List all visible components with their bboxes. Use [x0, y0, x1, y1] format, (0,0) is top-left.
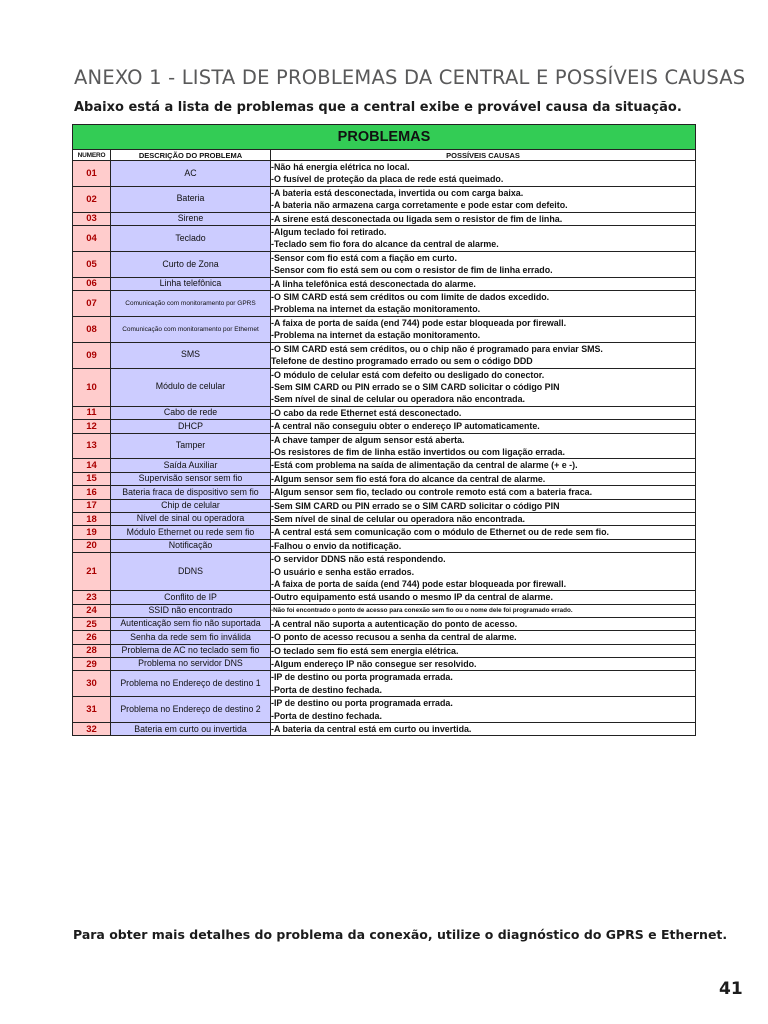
cause-line: -Sensor com fio está com a fiação em curto. — [271, 252, 457, 263]
cause-line: -Não foi encontrado o ponto de acesso para conexão sem fio ou o nome dele foi programado errado. — [271, 606, 573, 614]
problem-description: SSID não encontrado — [111, 604, 271, 617]
possible-causes — [271, 291, 696, 317]
possible-causes — [271, 617, 696, 630]
cause-line: -Porta de destino fechada. — [271, 710, 382, 721]
cause-line: -O fusível de proteção da placa de rede está queimado. — [271, 174, 504, 185]
table-row — [73, 291, 696, 317]
cause-line: -A bateria está desconectada, invertida ou com carga baixa. — [271, 187, 524, 198]
problem-description: Supervisão sensor sem fio — [111, 472, 271, 485]
table-row — [73, 658, 696, 671]
table-row — [73, 671, 696, 697]
table-banner-row — [73, 125, 696, 150]
problem-description: DDNS — [111, 553, 271, 591]
possible-causes — [271, 553, 696, 591]
problem-description: Curto de Zona — [111, 251, 271, 277]
possible-causes — [271, 486, 696, 499]
problem-description: Problema no Endereço de destino 1 — [111, 671, 271, 697]
possible-causes — [271, 420, 696, 433]
problem-number: 15 — [73, 472, 111, 485]
column-header-description: DESCRIÇÃO DO PROBLEMA — [111, 150, 271, 161]
possible-causes — [271, 342, 696, 368]
problem-number: 30 — [73, 671, 111, 697]
cause-line: -Algum sensor sem fio está fora do alcance da central de alarme. — [271, 473, 546, 484]
problem-number: 31 — [73, 697, 111, 723]
table-row — [73, 604, 696, 617]
possible-causes — [271, 316, 696, 342]
problem-description: Cabo de rede — [111, 406, 271, 419]
table-row — [73, 342, 696, 368]
problem-number: 26 — [73, 631, 111, 644]
table-row — [73, 420, 696, 433]
table-row — [73, 697, 696, 723]
cause-line: -A faixa de porta de saída (end 744) pode estar bloqueada por firewall. — [271, 317, 567, 328]
problem-number: 03 — [73, 212, 111, 225]
possible-causes — [271, 251, 696, 277]
table-row — [73, 472, 696, 485]
possible-causes — [271, 406, 696, 419]
problem-description: Conflito de IP — [111, 591, 271, 604]
problem-number: 24 — [73, 604, 111, 617]
cause-line: -Sem nível de sinal de celular ou operadora não encontrada. — [271, 394, 525, 405]
table-row — [73, 591, 696, 604]
possible-causes — [271, 459, 696, 472]
cause-line: -Problema na internet da estação monitoramento. — [271, 330, 481, 341]
problem-number: 05 — [73, 251, 111, 277]
problem-description: DHCP — [111, 420, 271, 433]
cause-line: -Sem SIM CARD ou PIN errado se o SIM CARD solicitar o código PIN — [271, 381, 560, 392]
cause-line: -IP de destino ou porta programada errada. — [271, 672, 453, 683]
column-header-causes: POSSÍVEIS CAUSAS — [271, 150, 696, 161]
cause-line: -Sensor com fio está sem ou com o resistor de fim de linha errado. — [271, 265, 553, 276]
cause-line: -Algum endereço IP não consegue ser resolvido. — [271, 659, 477, 670]
table-row — [73, 499, 696, 512]
table-row — [73, 526, 696, 539]
problem-number: 10 — [73, 368, 111, 406]
problem-number: 20 — [73, 539, 111, 552]
page-number: 41 — [719, 979, 743, 999]
problem-description: Comunicação com monitoramento por Ethernet — [111, 316, 271, 342]
cause-line: -Os resistores de fim de linha estão invertidos ou com ligação errada. — [271, 446, 565, 457]
problem-number: 19 — [73, 526, 111, 539]
possible-causes — [271, 277, 696, 290]
cause-line: -A linha telefônica está desconectada do alarme. — [271, 278, 476, 289]
problems-table — [72, 124, 696, 736]
possible-causes — [271, 368, 696, 406]
problem-description: Chip de celular — [111, 499, 271, 512]
table-row — [73, 277, 696, 290]
table-row — [73, 631, 696, 644]
problem-number: 21 — [73, 553, 111, 591]
cause-line: -Problema na internet da estação monitoramento. — [271, 304, 481, 315]
problem-number: 14 — [73, 459, 111, 472]
problem-number: 04 — [73, 226, 111, 252]
problem-description: Teclado — [111, 226, 271, 252]
possible-causes — [271, 472, 696, 485]
table-row — [73, 212, 696, 225]
possible-causes — [271, 186, 696, 212]
cause-line: -Algum teclado foi retirado. — [271, 227, 387, 238]
problem-description: Senha da rede sem fio inválida — [111, 631, 271, 644]
cause-line: -Não há energia elétrica no local. — [271, 162, 410, 172]
cause-line: -O módulo de celular está com defeito ou desligado do conector. — [271, 369, 545, 380]
problem-number: 16 — [73, 486, 111, 499]
cause-line: -A central não suporta a autenticação do ponto de acesso. — [271, 618, 518, 629]
possible-causes — [271, 226, 696, 252]
possible-causes — [271, 671, 696, 697]
possible-causes — [271, 499, 696, 512]
table-row — [73, 433, 696, 459]
problem-description: Problema no servidor DNS — [111, 658, 271, 671]
problem-description: Módulo de celular — [111, 368, 271, 406]
footer-note: Para obter mais detalhes do problema da conexão, utilize o diagnóstico do GPRS e Ethernet. — [73, 927, 728, 942]
cause-line: -Sem SIM CARD ou PIN errado se o SIM CARD solicitar o código PIN — [271, 500, 560, 511]
problem-number: 18 — [73, 512, 111, 525]
cause-line: -A bateria não armazena carga corretamente e pode estar com defeito. — [271, 200, 568, 211]
table-row — [73, 316, 696, 342]
cause-line: -O SIM CARD está sem créditos ou com limite de dados excedido. — [271, 292, 550, 303]
problem-description: Problema de AC no teclado sem fio — [111, 644, 271, 657]
table-header-row — [73, 150, 696, 161]
problem-number: 32 — [73, 723, 111, 736]
cause-line: -O teclado sem fio está sem energia elétrica. — [271, 645, 459, 656]
cause-line: -Algum sensor sem fio, teclado ou controle remoto está com a bateria fraca. — [271, 487, 593, 498]
cause-line: -A chave tamper de algum sensor está aberta. — [271, 434, 465, 445]
table-row — [73, 161, 696, 187]
cause-line: Telefone de destino programado errado ou sem o código DDD — [271, 356, 533, 367]
table-row — [73, 617, 696, 630]
possible-causes — [271, 697, 696, 723]
page-title: ANEXO 1 - LISTA DE PROBLEMAS DA CENTRAL E POSSÍVEIS CAUSAS — [74, 66, 746, 89]
possible-causes — [271, 631, 696, 644]
table-row — [73, 512, 696, 525]
cause-line: -A sirene está desconectada ou ligada sem o resistor de fim de linha. — [271, 213, 563, 224]
cause-line: -A central está sem comunicação com o módulo de Ethernet ou de rede sem fio. — [271, 527, 609, 538]
possible-causes — [271, 512, 696, 525]
problem-number: 11 — [73, 406, 111, 419]
cause-line: -Falhou o envio da notificação. — [271, 540, 402, 551]
problem-description: SMS — [111, 342, 271, 368]
problem-description: Nível de sinal ou operadora — [111, 512, 271, 525]
problem-description: AC — [111, 161, 271, 187]
column-header-number: NUMERO — [73, 150, 111, 161]
cause-line: -A bateria da central está em curto ou invertida. — [271, 724, 472, 735]
cause-line: -O SIM CARD está sem créditos, ou o chip não é programado para enviar SMS. — [271, 343, 603, 354]
cause-line: -Teclado sem fio fora do alcance da central de alarme. — [271, 239, 499, 250]
problem-number: 12 — [73, 420, 111, 433]
problem-number: 07 — [73, 291, 111, 317]
cause-line: -O usuário e senha estão errados. — [271, 566, 415, 577]
problem-description: Bateria fraca de dispositivo sem fio — [111, 486, 271, 499]
cause-line: -Está com problema na saída de alimentação da central de alarme (+ e -). — [271, 460, 578, 471]
table-row — [73, 553, 696, 591]
cause-line: -A faixa de porta de saída (end 744) pode estar bloqueada por firewall. — [271, 579, 567, 589]
problem-number: 02 — [73, 186, 111, 212]
table-row — [73, 186, 696, 212]
problem-description: Comunicação com monitoramento por GPRS — [111, 291, 271, 317]
possible-causes — [271, 526, 696, 539]
possible-causes — [271, 604, 696, 617]
possible-causes — [271, 212, 696, 225]
problem-description: Bateria em curto ou invertida — [111, 723, 271, 736]
table-body — [73, 161, 696, 736]
problem-number: 28 — [73, 644, 111, 657]
cause-line: -O ponto de acesso recusou a senha da central de alarme. — [271, 632, 517, 643]
problem-description: Problema no Endereço de destino 2 — [111, 697, 271, 723]
table-banner: PROBLEMAS — [73, 125, 696, 150]
table-row — [73, 486, 696, 499]
problem-number: 29 — [73, 658, 111, 671]
problem-description: Linha telefônica — [111, 277, 271, 290]
problem-number: 17 — [73, 499, 111, 512]
possible-causes — [271, 658, 696, 671]
problem-description: Notificação — [111, 539, 271, 552]
cause-line: -Porta de destino fechada. — [271, 684, 382, 695]
problem-description: Autenticação sem fio não suportada — [111, 617, 271, 630]
cause-line: -IP de destino ou porta programada errada. — [271, 698, 453, 709]
table-row — [73, 251, 696, 277]
table-row — [73, 368, 696, 406]
cause-line: -O servidor DDNS não está respondendo. — [271, 554, 446, 565]
table-row — [73, 406, 696, 419]
possible-causes — [271, 539, 696, 552]
cause-line: -Sem nível de sinal de celular ou operadora não encontrada. — [271, 513, 525, 524]
table-row — [73, 644, 696, 657]
possible-causes — [271, 161, 696, 187]
page-subtitle: Abaixo está a lista de problemas que a central exibe e provável causa da situação. — [74, 100, 682, 115]
cause-line: -Outro equipamento está usando o mesmo IP da central de alarme. — [271, 592, 553, 603]
cause-line: -O cabo da rede Ethernet está desconectado. — [271, 407, 462, 418]
problem-description: Tamper — [111, 433, 271, 459]
possible-causes — [271, 433, 696, 459]
problem-number: 25 — [73, 617, 111, 630]
problem-description: Sirene — [111, 212, 271, 225]
problem-number: 06 — [73, 277, 111, 290]
table-row — [73, 459, 696, 472]
problem-number: 13 — [73, 433, 111, 459]
table-row — [73, 539, 696, 552]
problem-number: 09 — [73, 342, 111, 368]
cause-line: -A central não conseguiu obter o endereço IP automaticamente. — [271, 421, 540, 432]
problem-description: Bateria — [111, 186, 271, 212]
problem-description: Saída Auxiliar — [111, 459, 271, 472]
table-row — [73, 723, 696, 736]
problem-description: Módulo Ethernet ou rede sem fio — [111, 526, 271, 539]
problem-number: 23 — [73, 591, 111, 604]
possible-causes — [271, 644, 696, 657]
problem-number: 01 — [73, 161, 111, 187]
table-row — [73, 226, 696, 252]
possible-causes — [271, 591, 696, 604]
possible-causes — [271, 723, 696, 736]
problem-number: 08 — [73, 316, 111, 342]
